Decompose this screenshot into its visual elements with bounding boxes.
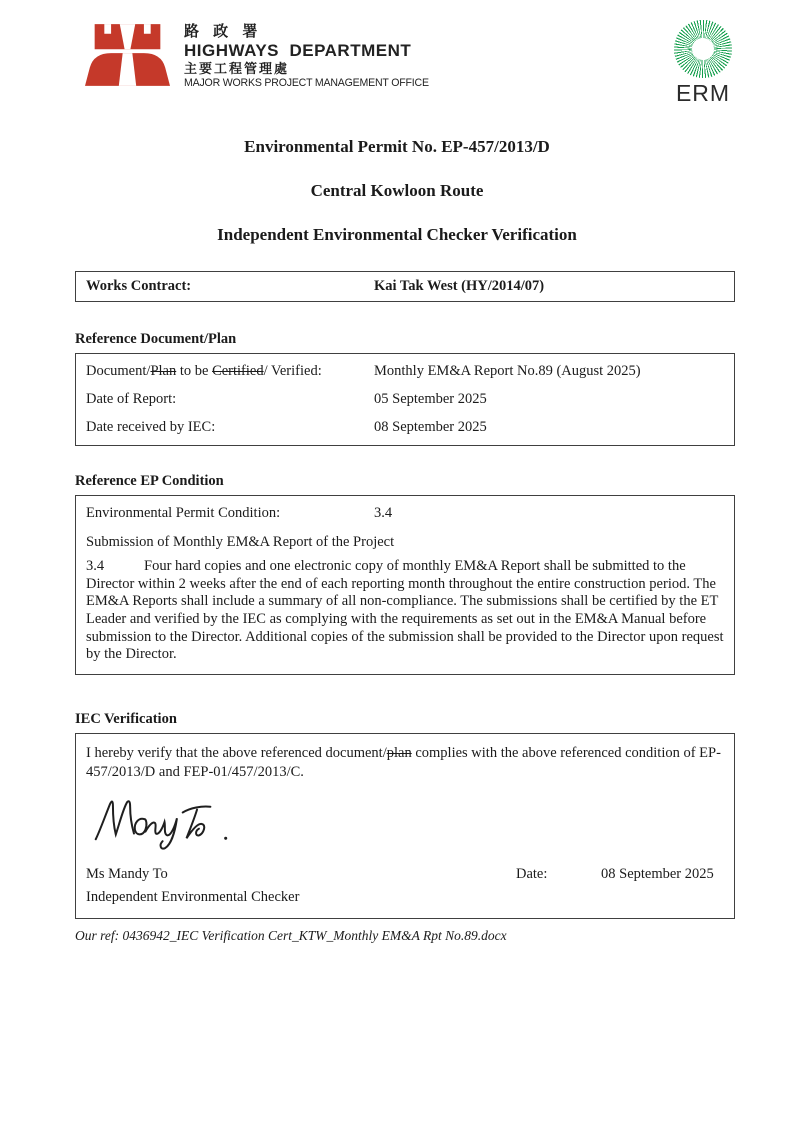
certificate-title: Independent Environmental Checker Verification <box>217 225 577 244</box>
statement-text: complies with the above referenced condition of EP-457/2013/D and FEP-01/457/2013/C. <box>86 745 721 780</box>
highways-department-titles <box>184 24 439 90</box>
highways-department-logo-icon <box>85 24 170 86</box>
ep-condition-subject: Submission of Monthly EM&A Report of the Project <box>86 534 395 550</box>
page-header <box>0 0 794 107</box>
works-contract-row <box>86 278 724 295</box>
date-of-report-row <box>86 391 724 408</box>
signature-image <box>90 793 262 853</box>
date-of-report-value: 05 September 2025 <box>374 391 487 407</box>
date-value: 08 September 2025 <box>601 865 714 882</box>
hyd-name-chinese: 路 政 署 <box>184 23 263 40</box>
iec-verification-box <box>75 733 735 919</box>
ep-condition-row <box>86 505 724 522</box>
date-received-value: 08 September 2025 <box>374 419 487 435</box>
clause-number: 3.4 <box>86 558 105 574</box>
iec-verification-statement <box>86 744 724 781</box>
struck-word-certified: Certified <box>212 363 264 379</box>
label-text: to be <box>176 363 213 379</box>
erm-logo-block <box>674 20 732 107</box>
document-titles <box>0 137 794 245</box>
date-received-row <box>86 419 724 436</box>
highways-department-block <box>85 24 439 90</box>
struck-word-plan: Plan <box>150 363 177 379</box>
ep-condition-value: 3.4 <box>374 505 393 521</box>
reference-document-heading: Reference Document/Plan <box>75 331 237 347</box>
certificate-body <box>75 271 735 944</box>
erm-wordmark: ERM <box>675 80 731 106</box>
statement-text: I hereby verify that the above referenced document/ <box>86 745 387 762</box>
date-received-label: Date received by IEC: <box>86 419 216 435</box>
clause-text: Four hard copies and one electronic copy of monthly EM&A Report shall be submitted to the Director within 2 weeks after the end of each reporting month throughout the entire construction period. The EM&A Reports shall include a summary of all non-compliance. The submissions shall be certified by the ET Leader and verified by the IEC as complying with the requirements as set out in the EM&A Manual before submission to the Director. Additional copies of the submission shall be provided to the Director upon request by the Director. <box>86 558 724 663</box>
label-text: Document/ <box>86 363 151 379</box>
iec-verification-heading: IEC Verification <box>75 711 177 728</box>
signatory-title: Independent Environmental Checker <box>86 888 300 905</box>
date-of-report-label: Date of Report: <box>86 391 177 407</box>
document-verified-row <box>86 363 724 380</box>
date-label: Date: <box>516 865 548 882</box>
permit-number-title: Environmental Permit No. EP-457/2013/D <box>244 137 550 156</box>
reference-ep-condition-box <box>75 495 735 675</box>
reference-ep-condition-heading: Reference EP Condition <box>75 473 224 489</box>
struck-word-plan: plan <box>386 745 412 762</box>
works-contract-box <box>75 271 735 302</box>
hyd-office-chinese: 主要工程管理處 <box>184 61 290 77</box>
label-text: / Verified: <box>263 363 322 379</box>
document-verified-label <box>86 363 374 380</box>
our-ref-line: Our ref: 0436942_IEC Verification Cert_KTW_Monthly EM&A Rpt No.89.docx <box>75 927 507 943</box>
signatory-row <box>86 866 724 883</box>
ep-condition-clause <box>86 558 724 664</box>
ep-condition-label: Environmental Permit Condition: <box>86 505 281 521</box>
works-contract-label: Works Contract: <box>86 278 192 294</box>
signatory-name: Ms Mandy To <box>86 865 168 882</box>
reference-document-box <box>75 353 735 446</box>
project-title: Central Kowloon Route <box>310 181 484 200</box>
hyd-name-english: HIGHWAYS DEPARTMENT <box>184 40 412 60</box>
document-verified-value: Monthly EM&A Report No.89 (August 2025) <box>374 363 641 379</box>
works-contract-value: Kai Tak West (HY/2014/07) <box>374 278 545 294</box>
erm-sunburst-icon <box>674 20 732 78</box>
hyd-office-english: MAJOR WORKS PROJECT MANAGEMENT OFFICE <box>184 76 429 89</box>
